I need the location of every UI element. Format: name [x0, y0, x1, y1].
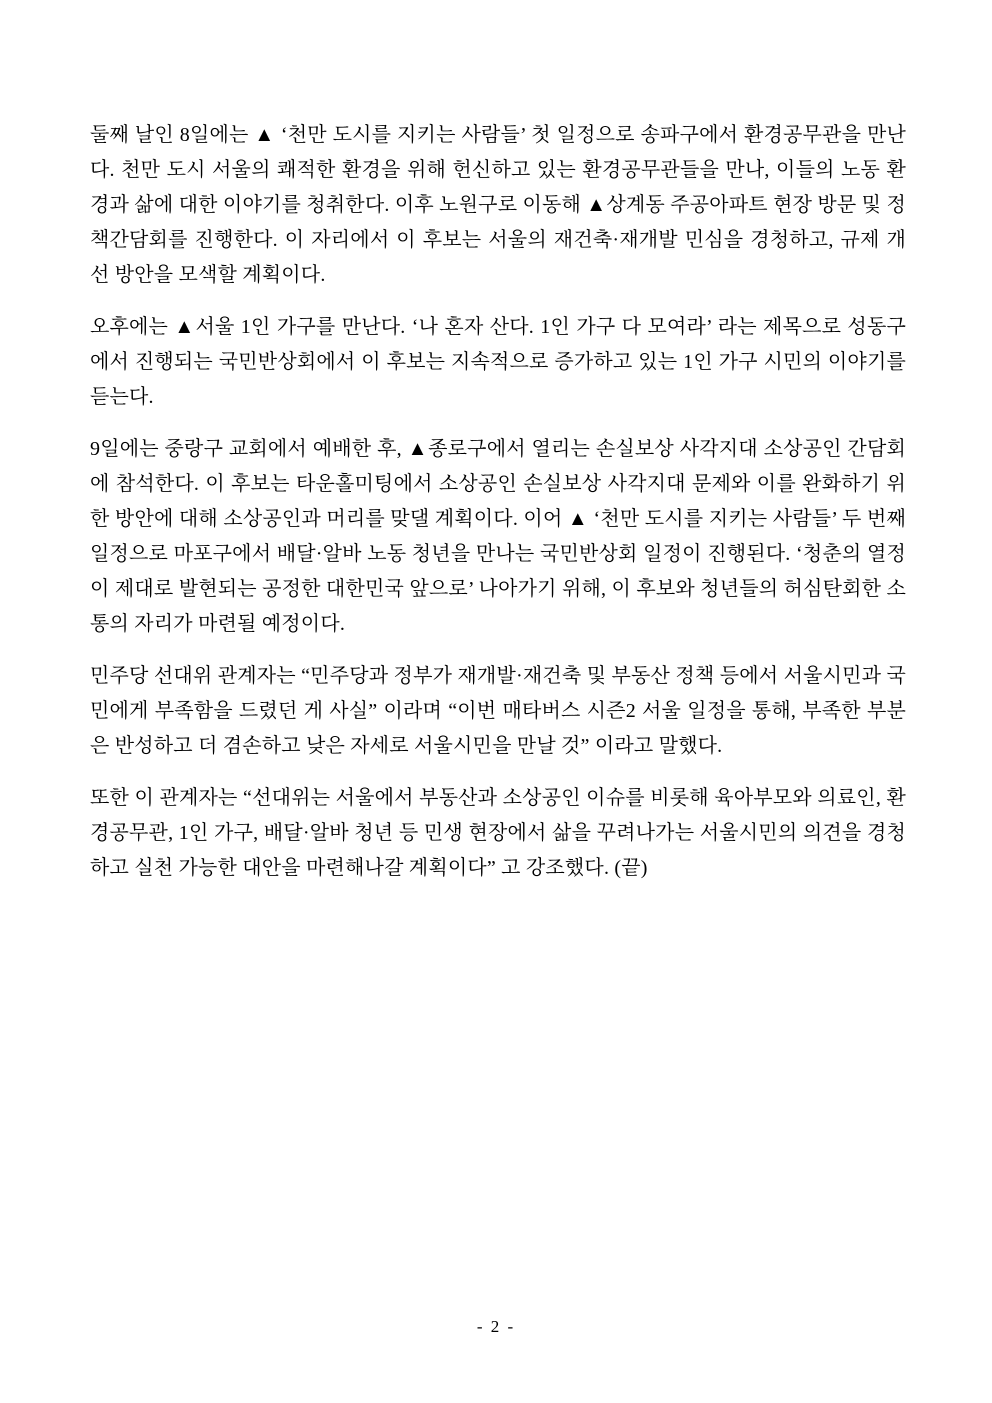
- paragraph-day2-morning-schedule: 둘째 날인 8일에는 ▲ ‘천만 도시를 지키는 사람들’ 첫 일정으로 송파구에서 환경공무관을 만난다. 천만 도시 서울의 쾌적한 환경을 위해 헌신하고 있는 환경공무관들을 만나, 이들의 노동 환경과 삶에 대한 이야기를 청취한다. 이후 노원구로 이동해 ▲상계동 주공아파트 현장 방문 및 정책간담회를 진행한다. 이 자리에서 이 후보는 서울의 재건축·재개발 민심을 경청하고, 규제 개선 방안을 모색할 계획이다.: [90, 124, 906, 286]
- paragraph-official-quote-1: 민주당 선대위 관계자는 “민주당과 정부가 재개발·재건축 및 부동산 정책 등에서 서울시민과 국민에게 부족함을 드렸던 게 사실” 이라며 “이번 매타버스 시즌2 서울 일정을 통해, 부족한 부분은 반성하고 더 겸손하고 낮은 자세로 서울시민을 만날 것” 이라고 말했다.: [90, 665, 906, 757]
- paragraph-day3-schedule: 9일에는 중랑구 교회에서 예배한 후, ▲종로구에서 열리는 손실보상 사각지대 소상공인 간담회에 참석한다. 이 후보는 타운홀미팅에서 소상공인 손실보상 사각지대 문제와 이를 완화하기 위한 방안에 대해 소상공인과 머리를 맞댈 계획이다. 이어 ▲ ‘천만 도시를 지키는 사람들’ 두 번째 일정으로 마포구에서 배달·알바 노동 청년을 만나는 국민반상회 일정이 진행된다. ‘청춘의 열정이 제대로 발현되는 공정한 대한민국 앞으로’ 나아가기 위해, 이 후보와 청년들의 허심탄회한 소통의 자리가 마련될 예정이다.: [90, 438, 906, 635]
- press-release-body: [90, 118, 906, 903]
- page-footer: [0, 1317, 992, 1337]
- paragraph-day2-afternoon-schedule: 오후에는 ▲서울 1인 가구를 만난다. ‘나 혼자 산다. 1인 가구 다 모여라’ 라는 제목으로 성동구에서 진행되는 국민반상회에서 이 후보는 지속적으로 증가하고 있는 1인 가구 시민의 이야기를 듣는다.: [90, 316, 906, 408]
- page-number: - 2 -: [476, 1317, 516, 1336]
- paragraph-official-quote-2: 또한 이 관계자는 “선대위는 서울에서 부동산과 소상공인 이슈를 비롯해 육아부모와 의료인, 환경공무관, 1인 가구, 배달·알바 청년 등 민생 현장에서 삶을 꾸려나가는 서울시민의 의견을 경청하고 실천 가능한 대안을 마련해나갈 계획이다” 고 강조했다. (끝): [90, 787, 906, 879]
